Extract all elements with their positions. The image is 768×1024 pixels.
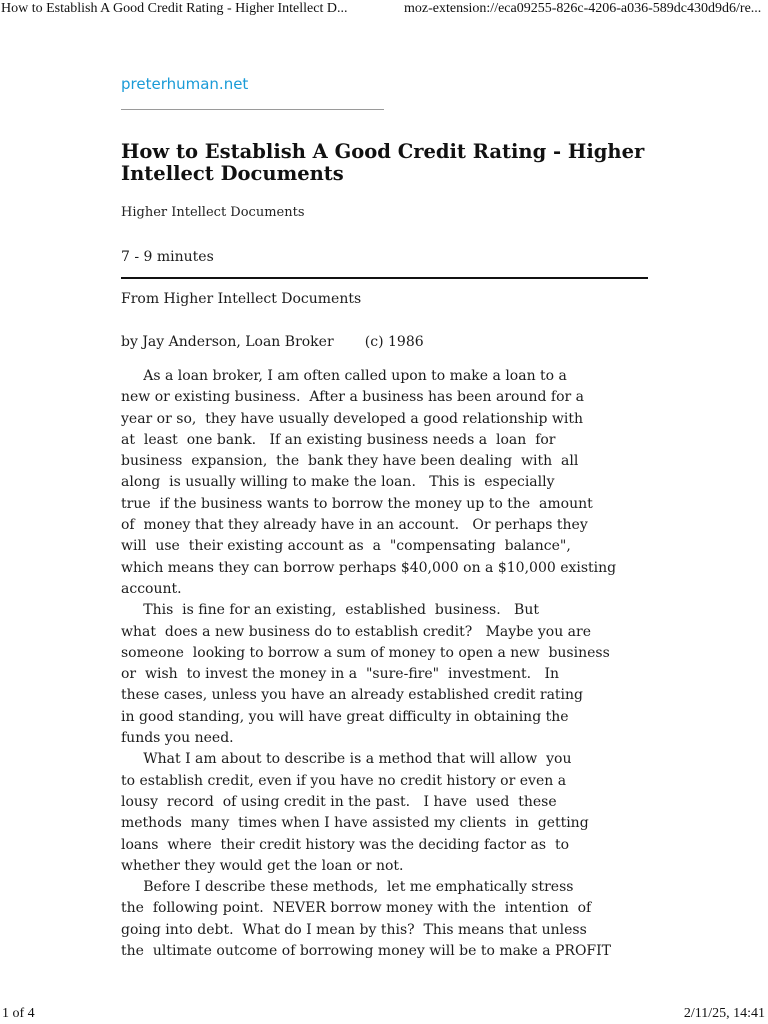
body-line: What I am about to describe is a method that will allow you — [121, 751, 572, 768]
body-line: someone looking to borrow a sum of money to open a new business — [121, 644, 610, 661]
site-link[interactable]: preterhuman.net — [121, 75, 249, 93]
body-line: new or existing business. After a business has been around for a — [121, 389, 585, 406]
from-line: From Higher Intellect Documents — [121, 291, 362, 307]
body-line: loans where their credit history was the deciding factor as to — [121, 836, 570, 853]
body-line: whether they would get the loan or not. — [121, 857, 404, 874]
body-line: the ultimate outcome of borrowing money will be to make a PROFIT — [121, 943, 612, 960]
print-datetime: 2/11/25, 14:41 — [683, 1006, 765, 1021]
body-line: This is fine for an existing, established business. But — [121, 602, 539, 619]
body-line: to establish credit, even if you have no credit history or even a — [121, 772, 567, 789]
body-line: true if the business wants to borrow the money up to the amount — [121, 495, 593, 512]
body-line: these cases, unless you have an already established credit rating — [121, 687, 584, 704]
body-line: business expansion, the bank they have been dealing with all — [121, 453, 579, 470]
site-divider — [121, 109, 384, 110]
body-line: of money that they already have in an account. Or perhaps they — [121, 517, 588, 534]
print-header — [0, 0, 768, 22]
byline: by Jay Anderson, Loan Broker (c) 1986 — [121, 334, 424, 350]
body-line: along is usually willing to make the loan. This is especially — [121, 474, 555, 491]
print-header-title: How to Establish A Good Credit Rating - Higher Intellect D... — [1, 1, 348, 16]
body-line: methods many times when I have assisted my clients in getting — [121, 815, 589, 832]
body-line: which means they can borrow perhaps $40,000 on a $10,000 existing — [121, 559, 617, 576]
body-line: lousy record of using credit in the past. I have used these — [121, 793, 557, 810]
body-line: account. — [121, 580, 182, 597]
body-line: the following point. NEVER borrow money with the intention of — [121, 900, 592, 917]
body-line: funds you need. — [121, 730, 234, 747]
reader-content — [121, 74, 661, 962]
body-line: in good standing, you will have great difficulty in obtaining the — [121, 708, 569, 725]
header-divider — [121, 277, 648, 279]
body-line: year or so, they have usually developed a good relationship with — [121, 410, 583, 427]
body-line: Before I describe these methods, let me emphatically stress — [121, 879, 574, 896]
print-footer — [0, 1006, 768, 1024]
body-line: or wish to invest the money in a "sure-fire" investment. In — [121, 666, 560, 683]
body-line: will use their existing account as a "compensating balance", — [121, 538, 571, 555]
body-line: at least one bank. If an existing business needs a loan for — [121, 431, 556, 448]
print-header-url: moz-extension://eca09255-826c-4206-a036-589dc430d9d6/re... — [404, 1, 762, 16]
body-line: what does a new business do to establish credit? Maybe you are — [121, 623, 591, 640]
body-line: As a loan broker, I am often called upon to make a loan to a — [121, 368, 567, 384]
body-line: going into debt. What do I mean by this? This means that unless — [121, 921, 587, 938]
page-number: 1 of 4 — [2, 1006, 35, 1021]
reading-time: 7 - 9 minutes — [121, 249, 214, 265]
article-source: Higher Intellect Documents — [121, 205, 305, 220]
page-title: How to Establish A Good Credit Rating - Higher Intellect Documents — [121, 140, 645, 185]
article-body — [121, 366, 661, 962]
